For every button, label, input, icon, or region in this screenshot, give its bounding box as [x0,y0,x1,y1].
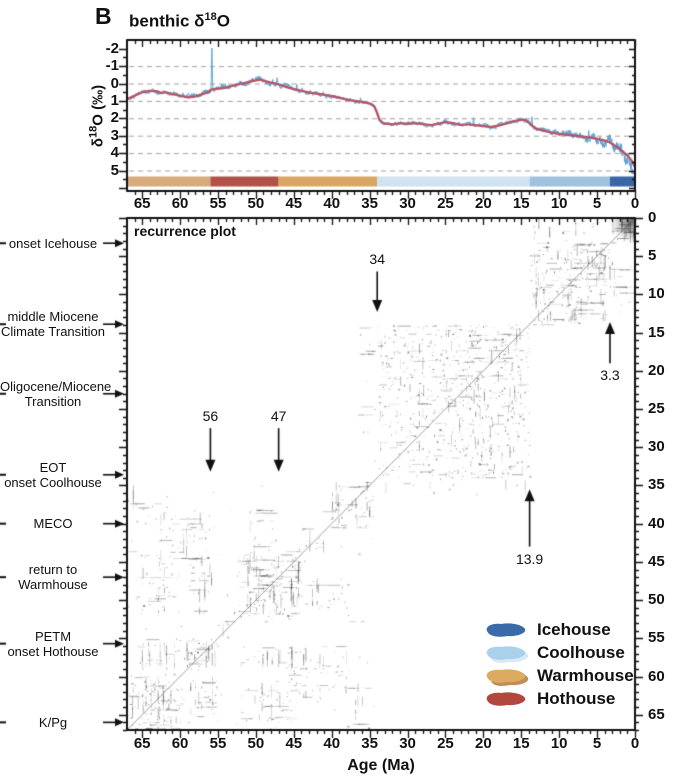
left-annotation-onset-icehouse [0,236,106,251]
legend-swatch-hothouse-icon [483,690,531,710]
legend-label-warmhouse: Warmhouse [537,666,634,685]
recurrence-xtick-25: 25 [437,735,454,752]
recurrence-xtick-20: 20 [475,735,492,752]
top-chart-xtick-50: 50 [247,195,265,212]
title-delta: δ [194,11,205,31]
left-annotation-line: onset Hothouse [7,643,99,659]
left-annotation-line: Climate Transition [0,324,106,340]
title-text: benthic [129,11,195,31]
top-chart-ytick-5: 5 [110,161,119,179]
legend-item-icehouse [483,619,653,641]
left-annotation-eot [0,460,106,490]
age-annotation-47: 47 [270,408,287,425]
left-annotation-line: Warmhouse [18,577,88,593]
legend-item-hothouse [483,688,653,710]
recurrence-xtick-60: 60 [171,735,189,752]
panel-label: B [95,3,112,29]
legend-label-hothouse: Hothouse [537,689,616,708]
recurrence-ytick-50: 50 [648,591,665,609]
recurrence-xtick-30: 30 [399,735,416,752]
recurrence-ytick-45: 45 [648,552,665,570]
recurrence-xtick-40: 40 [323,735,341,752]
recurrence-ytick-15: 15 [648,323,665,341]
legend-swatch-warmhouse-icon [483,667,531,687]
left-annotation-meco [0,516,106,531]
legend-item-warmhouse [483,665,653,687]
legend-item-coolhouse [483,642,653,664]
recurrence-ytick-35: 35 [648,476,665,494]
recurrence-ytick-65: 65 [648,705,665,723]
legend-swatch-icehouse-icon [483,621,531,641]
top-chart-xtick-60: 60 [171,195,189,212]
recurrence-ytick-20: 20 [648,361,665,379]
top-chart-xtick-0: 0 [630,195,640,212]
top-chart-xtick-25: 25 [437,195,454,212]
top-chart-xtick-45: 45 [285,195,303,212]
top-chart-xtick-30: 30 [399,195,416,212]
top-chart-ytick-2: 2 [110,109,119,127]
top-chart-xtick-40: 40 [323,195,341,212]
top-chart-title [129,11,230,32]
top-chart-xtick-55: 55 [209,195,227,212]
top-chart-ytick--1: -1 [105,57,119,75]
recurrence-xtick-15: 15 [512,735,530,752]
recurrence-ytick-0: 0 [648,209,657,226]
left-annotation-line: Oligocene/Miocene [0,378,112,394]
ylabel-unit: O (‰) [89,84,107,126]
age-annotation-13.9: 13.9 [515,550,544,567]
recurrence-xtick-50: 50 [247,735,265,752]
top-chart-ytick-3: 3 [110,126,119,144]
recurrence-xtick-55: 55 [209,735,227,752]
left-annotation-oligocene-miocene [0,378,112,409]
left-annotation-line: return to [28,562,78,578]
ylabel-superscript: 18 [87,125,100,138]
top-chart-ytick-0: 0 [110,74,119,92]
age-annotation-34: 34 [369,251,385,268]
left-annotation-line: MECO [33,516,73,532]
left-annotation-line: onset Icehouse [8,235,98,251]
top-chart-ytick--2: -2 [105,39,119,57]
age-annotation-56: 56 [202,408,219,425]
top-chart-xtick-15: 15 [512,195,530,212]
legend-label-coolhouse: Coolhouse [537,643,625,662]
recurrence-xtick-5: 5 [592,735,602,752]
left-annotation-line: EOT [39,459,67,475]
age-annotation-3.3: 3.3 [600,367,620,384]
left-annotation-line: PETM [34,628,72,644]
left-annotation-line: K/Pg [38,714,68,730]
left-annotation-petm [0,629,106,659]
title-superscript: 18 [204,11,217,23]
recurrence-xtick-65: 65 [133,735,151,752]
left-annotation-return-to [0,562,106,592]
title-o: O [216,11,230,31]
left-annotation-middle-miocene [0,309,106,339]
top-chart-xtick-35: 35 [361,195,378,212]
top-chart-xtick-65: 65 [133,195,151,212]
top-chart-ytick-1: 1 [110,91,119,109]
recurrence-ytick-30: 30 [648,438,665,456]
recurrence-ytick-60: 60 [648,667,665,685]
ylabel-delta: δ [89,137,107,148]
top-chart-ytick-4: 4 [110,144,119,162]
recurrence-ytick-25: 25 [648,400,665,418]
top-chart-xtick-20: 20 [475,195,492,212]
recurrence-xtick-35: 35 [361,735,378,752]
recurrence-xtick-45: 45 [285,735,303,752]
left-annotation-line: Transition [24,393,82,409]
top-chart-xtick-5: 5 [592,195,602,212]
recurrence-xtick-10: 10 [550,735,568,752]
left-annotation-line: middle Miocene [7,309,99,325]
left-annotation-line: onset Coolhouse [4,474,102,490]
recurrence-plot-label: recurrence plot [134,223,236,239]
recurrence-xtick-0: 0 [630,735,640,752]
legend-swatch-coolhouse-icon [483,644,531,664]
left-annotation-k-pg [0,715,106,730]
top-chart-xtick-10: 10 [550,195,568,212]
recurrence-ytick-40: 40 [648,514,665,532]
recurrence-ytick-55: 55 [648,629,665,647]
legend-label-icehouse: Icehouse [537,620,611,639]
recurrence-ytick-10: 10 [648,285,665,303]
recurrence-ytick-5: 5 [648,247,657,265]
age-axis-label: Age (Ma) [347,757,415,774]
